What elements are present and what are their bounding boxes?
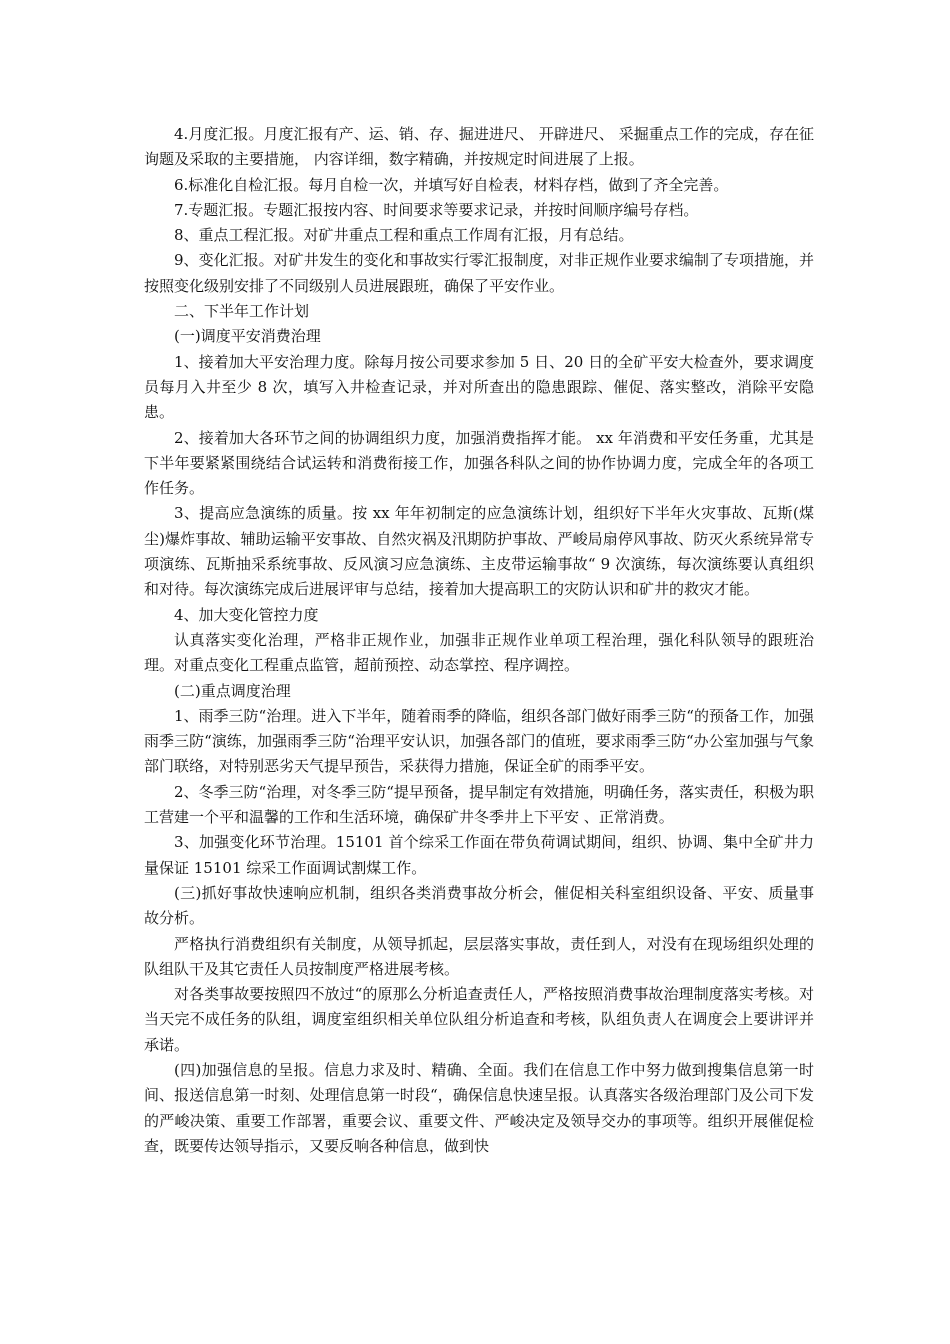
paragraph-dispatch-item-3: 3、加强变化环节治理。15101 首个综采工作面在带负荷调试期间，组织、协调、集中全矿井力量保证 15101 综采工作面调试割煤工作。 [144,833,814,877]
paragraph-safety-item-4: 4、加大变化管控力度 [174,605,319,624]
paragraph-safety-item-1: 1、接着加大平安治理力度。除每月按公司要求参加 5 日、20 日的全矿平安大检查外，要求调度员每月入井至少 8 次，填写入井检查记录，并对所查出的隐患跟踪、催促、落实整改，消除平安隐患。 [144,352,814,422]
paragraph-safety-item-2: 2、接着加大各环节之间的协调组织力度，加强消费指挥才能。 xx 年消费和平安任务重，尤其是下半年要紧紧围绕结合试运转和消费衔接工作，加强各科队之间的协作协调力度，完成全年的各项工作任务。 [144,428,814,498]
paragraph-special-report: 7.专题汇报。专题汇报按内容、时间要求等要求记录，并按时间顺序编号存档。 [174,200,699,219]
paragraph-monthly-report: 4.月度汇报。月度汇报有产、运、销、存、掘进进尺、 开辟进尺、 采掘重点工作的完成，存在征询题及采取的主要措施， 内容详细，数字精确，并按规定时间进展了上报。 [144,125,814,169]
paragraph-standardization-report: 6.标准化自检汇报。每月自检一次，并填写好自检表，材料存档，做到了齐全完善。 [174,175,729,194]
subsection-heading-safety-management: (一)调度平安消费治理 [174,327,321,346]
paragraph-key-project-report: 8、重点工程汇报。对矿井重点工程和重点工作周有汇报，月有总结。 [174,226,634,245]
paragraph-dispatch-item-2: 2、冬季三防“治理，对冬季三防“提早预备，提早制定有效措施，明确任务，落实责任，积极为职工营建一个平和温馨的工作和生活环境，确保矿井冬季井上下平安 、正常消费。 [144,782,814,827]
paragraph-safety-item-3: 3、提高应急演练的质量。按 xx 年年初制定的应急演练计划，组织好下半年火灾事故、瓦斯(煤尘)爆炸事故、辅助运输平安事故、自然灾祸及汛期防护事故、严峻局扇停风事故、防灭火系统异常专项演练、瓦斯抽采系统事故、反风演习应急演练、主皮带运输事故“ 9 次演练，每次演练要认真组织和对待。每次演练完成后进展评审与总结，接着加大提高职工的灾防认识和矿井的救灾才能。 [144,504,814,599]
paragraph-change-report: 9、变化汇报。对矿井发生的变化和事故实行零汇报制度，对非正规作业要求编制了专项措施，并按照变化级别安排了不同级别人员进展跟班，确保了平安作业。 [144,251,814,295]
subsection-heading-accident-response: (三)抓好事故快速响应机制，组织各类消费事故分析会，催促相关科室组织设备、平安、质量事故分析。 [144,883,814,928]
subsection-heading-key-dispatch: (二)重点调度治理 [174,681,291,700]
paragraph-dispatch-item-1: 1、雨季三防“治理。进入下半年，随着雨季的降临，组织各部门做好雨季三防“的预备工作，加强雨季三防“演练，加强雨季三防“治理平安认识，加强各部门的值班，要求雨季三防“办公室加强与气象部门联络，对特别恶劣天气提早预告，采获得力措施，保证全矿的雨季平安。 [144,706,814,776]
subsection-heading-information-reporting: (四)加强信息的呈报。信息力求及时、精确、全面。我们在信息工作中努力做到搜集信息第一时间、报送信息第一时刻、处理信息第一时段“，确保信息快速呈报。认真落实各级治理部门及公司下发的严峻决策、重要工作部署，重要会议、重要文件、严峻决定及领导交办的事项等。组织开展催促检查，既要传达领导指示，又要反响各种信息，做到快 [144,1060,814,1155]
paragraph-accident-response-1: 严格执行消费组织有关制度，从领导抓起，层层落实事故，责任到人，对没有在现场组织处理的队组队干及其它责任人员按制度严格进展考核。 [144,934,814,978]
section-heading-second-half-plan: 二、下半年工作计划 [174,302,310,321]
paragraph-change-control-detail: 认真落实变化治理，严格非正规作业，加强非正规作业单项工程治理，强化科队领导的跟班治理。对重点变化工程重点监管，超前预控、动态掌控、程序调控。 [144,630,814,675]
paragraph-accident-response-2: 对各类事故要按照四不放过“的原那么分析追查责任人，严格按照消费事故治理制度落实考核。对当天完不成任务的队组，调度室组织相关单位队组分析追查和考核，队组负责人在调度会上要讲评并承诺。 [144,985,814,1054]
